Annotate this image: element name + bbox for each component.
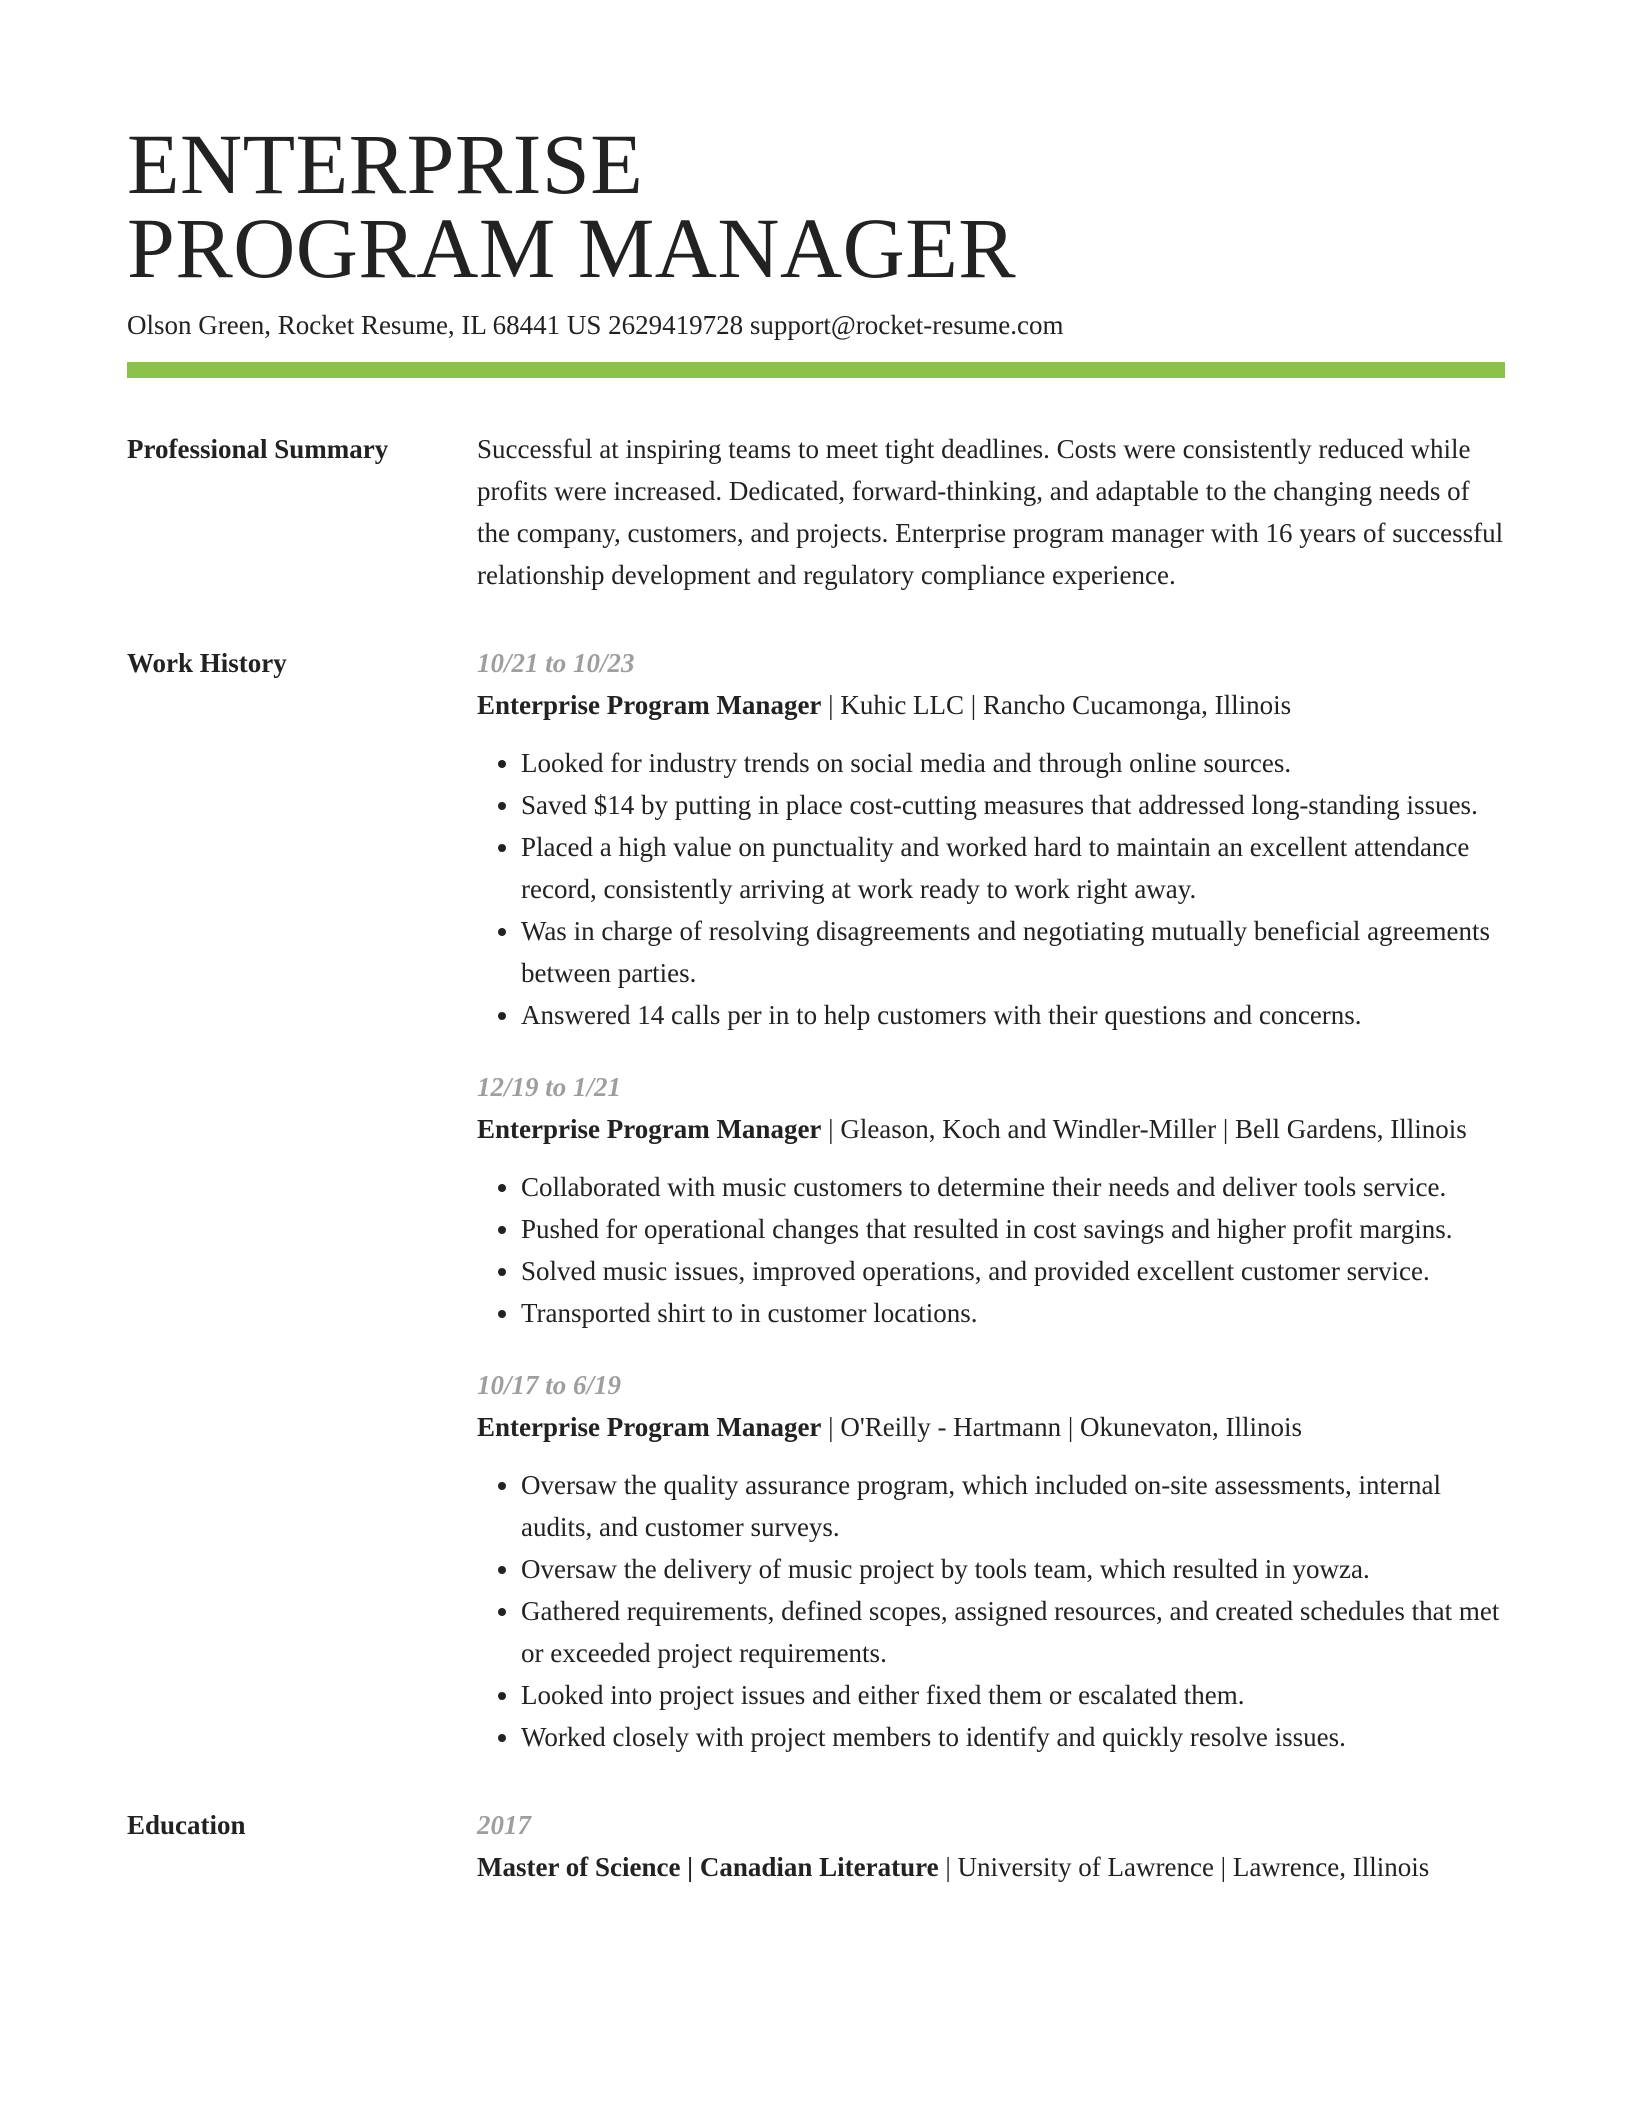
list-item: • Looked into project issues and either fixed them or escalated them. xyxy=(521,1674,1505,1716)
list-item: • Saved $14 by putting in place cost-cutting measures that addressed long-standing issues. xyxy=(521,784,1505,826)
accent-divider xyxy=(127,362,1505,378)
education-year: 2017 xyxy=(477,1810,531,1840)
list-item: • Placed a high value on punctuality and worked hard to maintain an excellent attendance record, consistently arriving at work ready to work right away. xyxy=(521,826,1505,910)
job-entry xyxy=(477,1364,1505,1758)
list-item: • Transported shirt to in customer locations. xyxy=(521,1292,1505,1334)
list-item: • Solved music issues, improved operations, and provided excellent customer service. xyxy=(521,1250,1505,1292)
work-history-body xyxy=(477,642,1505,1758)
education-section xyxy=(127,1804,1505,1888)
job-heading xyxy=(477,684,1505,726)
title-line-1: ENTERPRISE xyxy=(127,116,644,212)
job-title: Enterprise Program Manager xyxy=(477,1114,822,1144)
section-label-education: Education xyxy=(127,1810,246,1840)
job-bullets xyxy=(477,1166,1505,1334)
job-heading xyxy=(477,1406,1505,1448)
education-details: | University of Lawrence | Lawrence, Illinois xyxy=(938,1852,1430,1882)
summary-body xyxy=(477,428,1505,596)
degree-title: Master of Science | Canadian Literature xyxy=(477,1852,939,1882)
job-entry xyxy=(477,642,1505,1036)
work-history-section xyxy=(127,642,1505,1758)
job-title: Enterprise Program Manager xyxy=(477,1412,822,1442)
professional-summary-section xyxy=(127,428,1505,596)
job-dates: 10/17 to 6/19 xyxy=(477,1370,622,1400)
list-item: • Looked for industry trends on social media and through online sources. xyxy=(521,742,1505,784)
list-item: • Oversaw the delivery of music project by tools team, which resulted in yowza. xyxy=(521,1548,1505,1590)
title-line-2: PROGRAM MANAGER xyxy=(127,200,1017,296)
list-item: • Gathered requirements, defined scopes, assigned resources, and created schedules that met or exceeded project requirements. xyxy=(521,1590,1505,1674)
contact-info: Olson Green, Rocket Resume, IL 68441 US 2629419728 support@rocket-resume.com xyxy=(127,310,1064,340)
job-dates: 10/21 to 10/23 xyxy=(477,648,635,678)
job-entry xyxy=(477,1066,1505,1334)
job-details: | Gleason, Koch and Windler-Miller | Bell Gardens, Illinois xyxy=(821,1114,1467,1144)
job-bullets xyxy=(477,1464,1505,1758)
education-heading xyxy=(477,1846,1505,1888)
resume-title xyxy=(127,116,1505,296)
list-item: • Pushed for operational changes that resulted in cost savings and higher profit margins. xyxy=(521,1208,1505,1250)
job-bullets xyxy=(477,742,1505,1036)
list-item: • Collaborated with music customers to determine their needs and deliver tools service. xyxy=(521,1166,1505,1208)
job-title: Enterprise Program Manager xyxy=(477,690,822,720)
list-item: • Was in charge of resolving disagreements and negotiating mutually beneficial agreements between parties. xyxy=(521,910,1505,994)
list-item: • Worked closely with project members to identify and quickly resolve issues. xyxy=(521,1716,1505,1758)
list-item: • Oversaw the quality assurance program, which included on-site assessments, internal audits, and customer surveys. xyxy=(521,1464,1505,1548)
job-dates: 12/19 to 1/21 xyxy=(477,1072,622,1102)
job-heading xyxy=(477,1108,1505,1150)
section-label-work-history: Work History xyxy=(127,648,287,678)
education-body xyxy=(477,1804,1505,1888)
section-label-summary: Professional Summary xyxy=(127,434,389,464)
summary-text: Successful at inspiring teams to meet tight deadlines. Costs were consistently reduced while profits were increased. Dedicated, forward-thinking, and adaptable to the changing needs of the company, customers, and projects. Enterprise program manager with 16 years of successful relationship development and regulatory compliance experience. xyxy=(477,434,1504,590)
job-details: | O'Reilly - Hartmann | Okunevaton, Illinois xyxy=(821,1412,1303,1442)
list-item: • Answered 14 calls per in to help customers with their questions and concerns. xyxy=(521,994,1505,1036)
job-details: | Kuhic LLC | Rancho Cucamonga, Illinois xyxy=(821,690,1292,720)
